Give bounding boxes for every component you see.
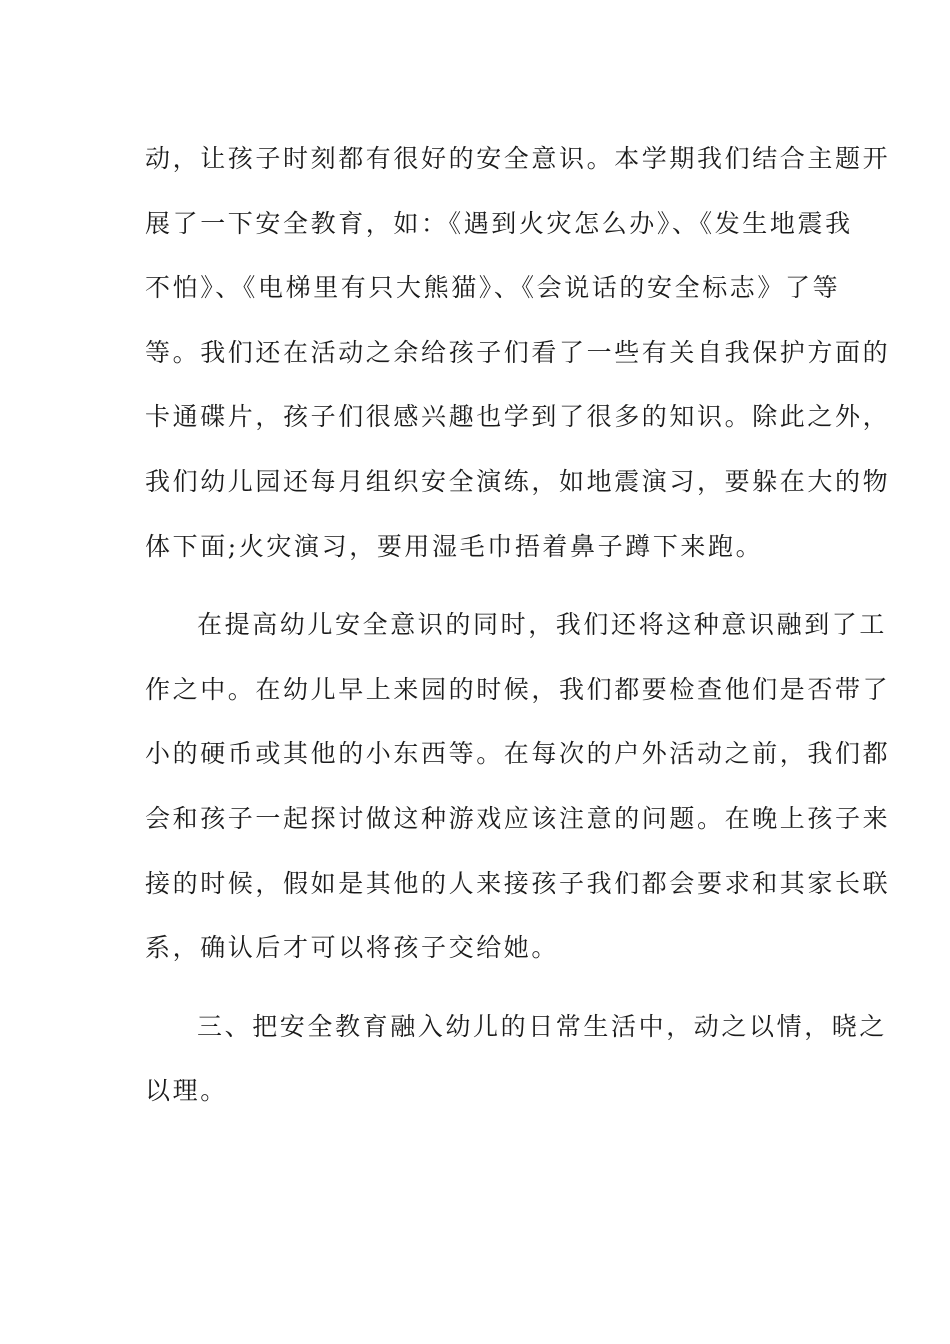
document-body [145,127,891,1124]
text-line: 作之中。在幼儿早上来园的时候，我们都要检查他们是否带了 [145,674,891,704]
text-line: 三、把安全教育融入幼儿的日常生活中，动之以情，晓之 [197,1011,888,1041]
text-line: 会和孩子一起探讨做这种游戏应该注意的问题。在晚上孩子来 [145,803,891,833]
paragraph-gap [145,981,810,995]
text-line: 在提高幼儿安全意识的同时，我们还将这种意识融到了工 [197,610,888,640]
text-line: 不怕》、《电梯里有只大熊猫》、《会说话的安全标志》了等 [145,273,841,303]
text-line: 接的时候，假如是其他的人来接孩子我们都会要求和其家长联 [145,868,891,898]
text-line: 体下面;火灾演习，要用湿毛巾捂着鼻子蹲下来跑。 [145,531,764,561]
text-line: 展了一下安全教育，如：《遇到火灾怎么办》、《发生地震我 [145,208,853,238]
paragraph-1 [145,127,891,579]
text-line: 动，让孩子时刻都有很好的安全意识。本学期我们结合主题开 [145,144,891,173]
paragraph-2 [145,593,891,981]
paragraph-3 [145,995,888,1124]
text-line: 以理。 [145,1076,228,1106]
text-line: 小的硬币或其他的小东西等。在每次的户外活动之前，我们都 [145,739,891,769]
text-line: 卡通碟片，孩子们很感兴趣也学到了很多的知识。除此之外， [145,402,891,432]
text-line: 等。我们还在活动之余给孩子们看了一些有关自我保护方面的 [145,337,891,367]
paragraph-gap [145,579,810,593]
text-line: 我们幼儿园还每月组织安全演练，如地震演习，要躲在大的物 [145,466,891,496]
text-line: 系，确认后才可以将孩子交给她。 [145,933,560,963]
